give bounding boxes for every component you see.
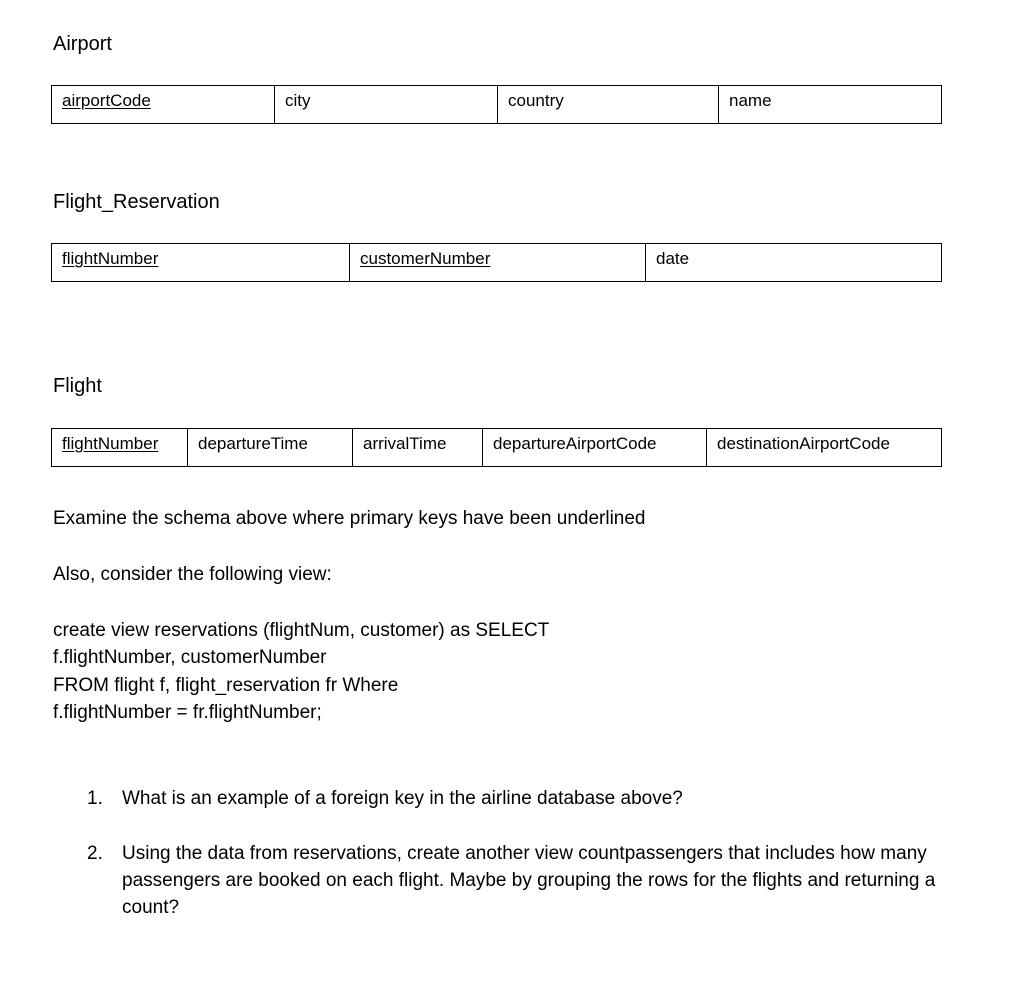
airport-col-country: country: [498, 86, 719, 124]
airport-col-airportcode: [52, 86, 275, 124]
flight-col-destinationairportcode: destinationAirportCode: [707, 429, 942, 467]
primary-key-label: flightNumber: [62, 434, 159, 453]
primary-key-label: customerNumber: [360, 249, 491, 268]
question-text: Using the data from reservations, create another view countpassengers that includes how many passengers are booked on each flight. Maybe by grouping the rows for the flights and returning a count?: [122, 843, 936, 918]
airport-col-city: city: [275, 86, 498, 124]
primary-key-label: flightNumber: [62, 249, 159, 268]
flight-col-departuretime: departureTime: [188, 429, 353, 467]
question-item: [87, 840, 947, 921]
flight-reservation-col-flightnumber: [52, 244, 350, 282]
airport-col-name: name: [719, 86, 942, 124]
flight-col-arrivaltime: arrivalTime: [353, 429, 483, 467]
sql-line: FROM flight f, flight_reservation fr Where: [53, 675, 399, 696]
flight-reservation-col-date: date: [646, 244, 942, 282]
flight-table-title: Flight: [53, 375, 102, 397]
examine-text: Examine the schema above where primary keys have been underlined: [53, 508, 646, 529]
flight-reservation-table-title: Flight_Reservation: [53, 191, 220, 213]
sql-line: create view reservations (flightNum, customer) as SELECT: [53, 620, 550, 641]
question-item: [87, 785, 947, 812]
airport-table-title: Airport: [53, 33, 112, 55]
flight-table: [51, 428, 942, 467]
question-number: 2.: [87, 843, 103, 864]
question-number: 1.: [87, 788, 103, 809]
sql-line: f.flightNumber, customerNumber: [53, 647, 327, 668]
primary-key-label: airportCode: [62, 91, 151, 110]
flight-col-flightnumber: [52, 429, 188, 467]
sql-line: f.flightNumber = fr.flightNumber;: [53, 702, 322, 723]
flight-col-departureairportcode: departureAirportCode: [483, 429, 707, 467]
flight-reservation-col-customernumber: [350, 244, 646, 282]
question-text: What is an example of a foreign key in the airline database above?: [122, 788, 683, 809]
question-list: [87, 785, 947, 949]
airport-table: [51, 85, 942, 124]
flight-reservation-table: [51, 243, 942, 282]
consider-text: Also, consider the following view:: [53, 564, 332, 585]
